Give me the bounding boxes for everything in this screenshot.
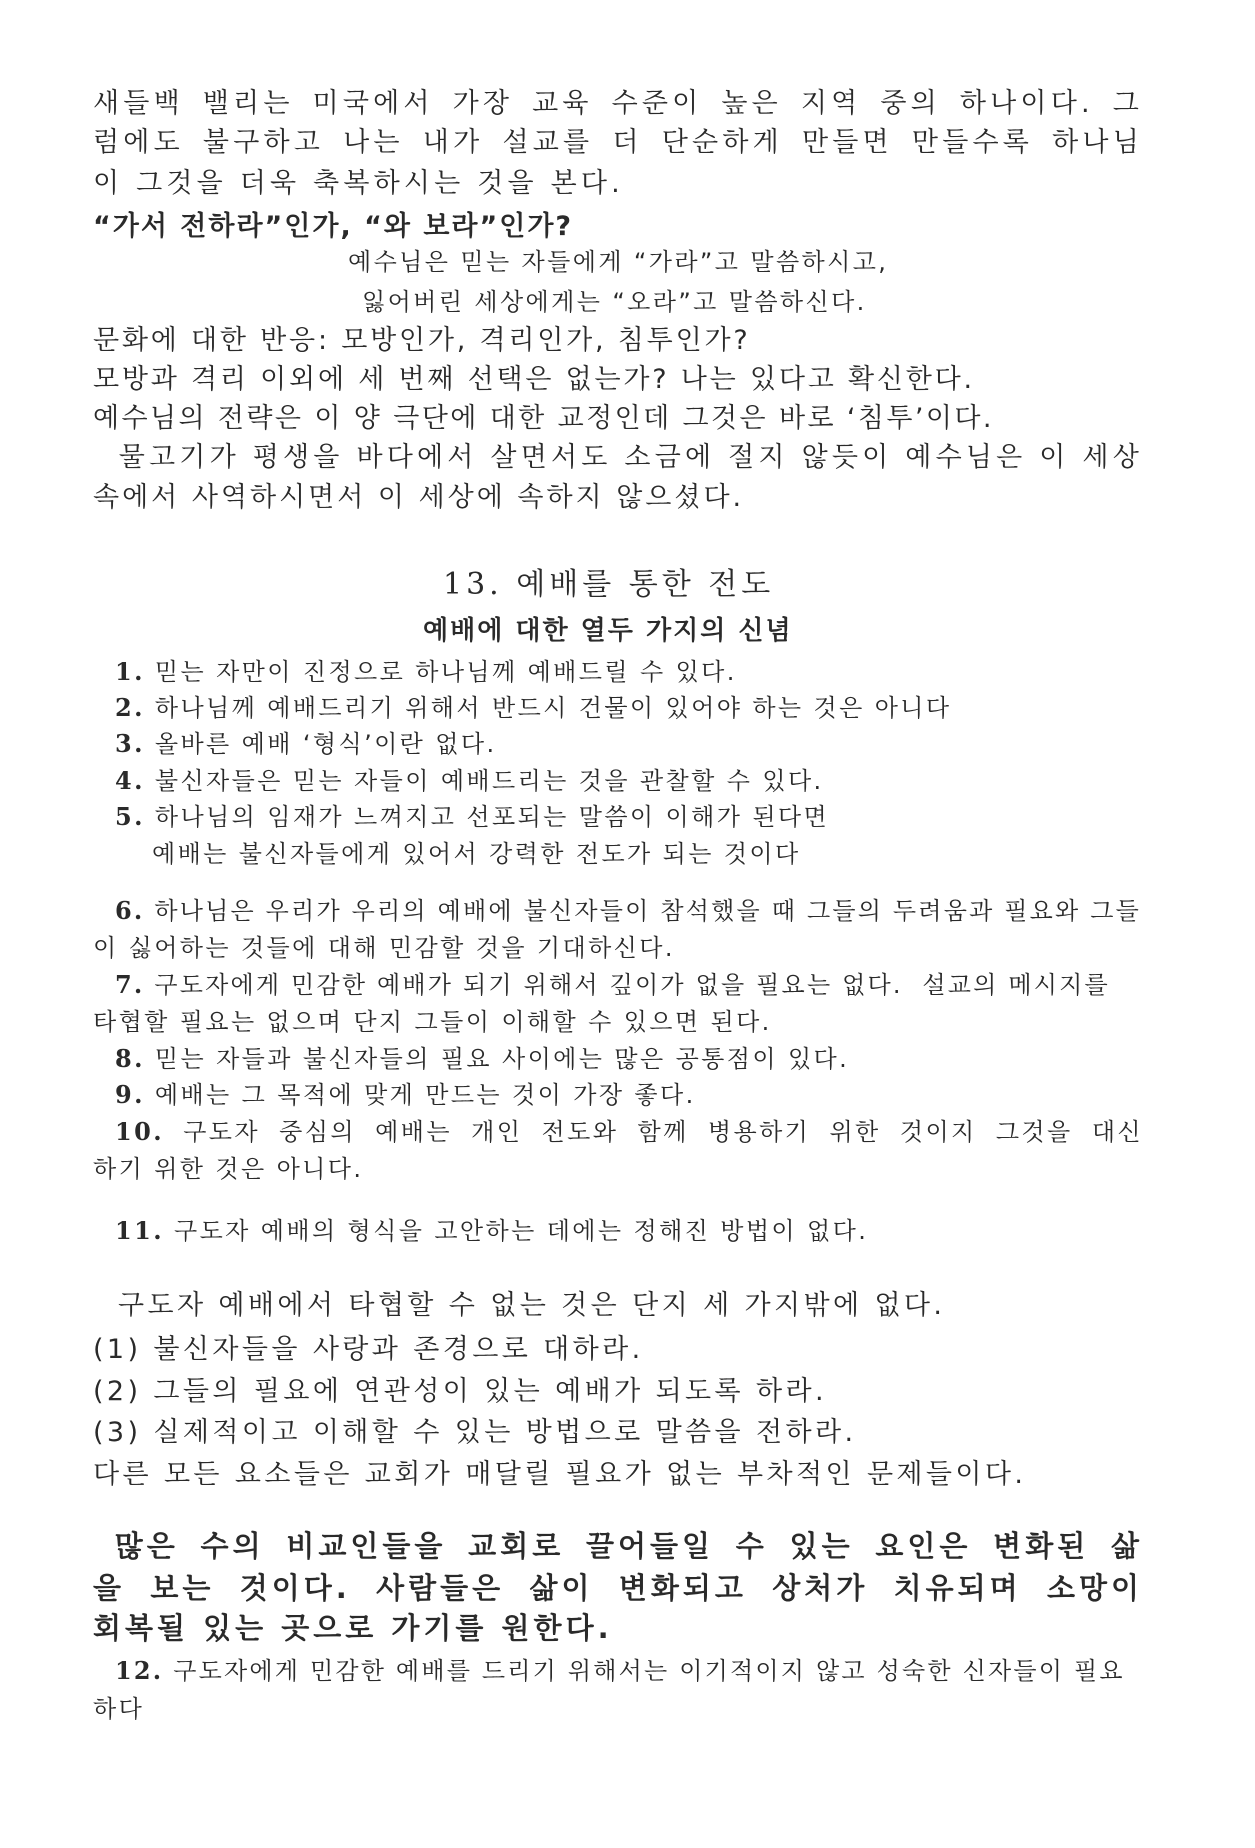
item-text: 믿는 자만이 진정으로 하나님께 예배드릴 수 있다. <box>154 658 737 686</box>
section-question: “가서 전하라”인가, “와 보라”인가? <box>93 211 574 242</box>
list-item-continuation: 하기 위한 것은 아니다. <box>93 1155 364 1183</box>
text-line: 물고기가 평생을 바다에서 살면서도 소금에 절지 않듯이 예수님은 이 세상 <box>93 442 1143 473</box>
item-text: 하나님께 예배드리기 위해서 반드시 건물이 있어야 하는 것은 아니다 <box>154 694 952 722</box>
item-number: 5. <box>115 802 145 831</box>
quote-line: 예수님은 믿는 자들에게 “가라”고 말씀하시고, <box>348 248 889 276</box>
item-text: 구도자에게 민감한 예배를 드리기 위해서는 이기적이지 않고 성숙한 신자들이 필요 <box>173 1657 1125 1685</box>
item-text: 불신자들은 믿는 자들이 예배드리는 것을 관찰할 수 있다. <box>154 767 824 795</box>
item-number: 10. <box>115 1117 164 1146</box>
item-text: 올바른 예배 ‘형식’이란 없다. <box>154 730 497 758</box>
quote-line: 잃어버린 세상에게는 “오라”고 말씀하신다. <box>362 288 867 316</box>
item-number: 8. <box>115 1044 145 1073</box>
item-text: 구도자 중심의 예배는 개인 전도와 함께 병용하기 위한 것이지 그것을 대신 <box>183 1118 1143 1146</box>
list-item <box>115 1656 1125 1685</box>
item-number: 2. <box>115 693 145 722</box>
item-number: 7. <box>115 970 145 999</box>
item-number: 6. <box>115 896 145 925</box>
item-number: 3. <box>115 729 145 758</box>
section-title: 13. 예배를 통한 전도 <box>443 567 775 602</box>
item-number: 4. <box>115 766 145 795</box>
item-number: 11. <box>115 1216 164 1245</box>
list-item: (1) 불신자들을 사랑과 존경으로 대하라. <box>93 1334 644 1365</box>
item-text: 하나님의 임재가 느껴지고 선포되는 말씀이 이해가 된다면 <box>154 803 830 831</box>
item-number: 12. <box>115 1656 164 1685</box>
section-subtitle: 예배에 대한 열두 가지의 신념 <box>423 616 793 646</box>
list-item-continuation: 하다 <box>93 1695 145 1723</box>
list-item <box>115 1216 869 1245</box>
item-number: 1. <box>115 657 145 686</box>
list-item-continuation: 타협할 필요는 없으며 단지 그들이 이해할 수 있으면 된다. <box>93 1008 772 1036</box>
item-text: 구도자에게 민감한 예배가 되기 위해서 깊이가 없을 필요는 없다. 설교의 메시지를 <box>154 971 1110 999</box>
list-item <box>115 970 1110 999</box>
list-item <box>115 1044 850 1073</box>
item-number: 9. <box>115 1080 145 1109</box>
list-item <box>115 729 497 758</box>
item-text: 하나님은 우리가 우리의 예배에 불신자들이 참석했을 때 그들의 두려움과 필요와 그들 <box>154 897 1142 925</box>
list-item <box>115 1080 696 1109</box>
text-line: 많은 수의 비교인들을 교회로 끌어들일 수 있는 요인은 변화된 삶 <box>93 1529 1143 1563</box>
text-line: 문화에 대한 반응: 모방인가, 격리인가, 침투인가? <box>93 325 751 356</box>
list-item <box>115 1117 1143 1146</box>
list-item <box>115 802 830 831</box>
item-text: 믿는 자들과 불신자들의 필요 사이에는 많은 공통점이 있다. <box>154 1045 850 1073</box>
text-line: 구도자 예배에서 타협할 수 없는 것은 단지 세 가지밖에 없다. <box>118 1290 946 1321</box>
text-line: 모방과 격리 이외에 세 번째 선택은 없는가? 나는 있다고 확신한다. <box>93 364 975 395</box>
text-line: 럼에도 불구하고 나는 내가 설교를 더 단순하게 만들면 만들수록 하나님 <box>93 127 1143 158</box>
list-item-continuation: 이 싫어하는 것들에 대해 민감할 것을 기대하신다. <box>93 934 675 962</box>
text-line: 회복될 있는 곳으로 가기를 원한다. <box>93 1611 613 1645</box>
text-line: 을 보는 것이다. 사람들은 삶이 변화되고 상처가 치유되며 소망이 <box>93 1571 1143 1605</box>
text-line: 이 그것을 더욱 축복하시는 것을 본다. <box>93 168 624 199</box>
list-item: (3) 실제적이고 이해할 수 있는 방법으로 말씀을 전하라. <box>93 1417 857 1448</box>
list-item <box>115 766 824 795</box>
text-line: 예수님의 전략은 이 양 극단에 대한 교정인데 그것은 바로 ‘침투’이다. <box>93 403 994 434</box>
list-item <box>115 657 737 686</box>
text-line: 속에서 사역하시면서 이 세상에 속하지 않으셨다. <box>93 482 745 513</box>
text-line: 다른 모든 요소들은 교회가 매달릴 필요가 없는 부차적인 문제들이다. <box>93 1459 1027 1490</box>
text-line: 새들백 밸리는 미국에서 가장 교육 수준이 높은 지역 중의 하나이다. 그 <box>93 88 1143 119</box>
list-item: (2) 그들의 필요에 연관성이 있는 예배가 되도록 하라. <box>93 1376 827 1407</box>
item-text: 구도자 예배의 형식을 고안하는 데에는 정해진 방법이 없다. <box>174 1217 869 1245</box>
list-item <box>115 693 952 722</box>
item-text: 예배는 그 목적에 맞게 만드는 것이 가장 좋다. <box>154 1081 696 1109</box>
list-item <box>115 896 1142 925</box>
list-item-continuation: 예배는 불신자들에게 있어서 강력한 전도가 되는 것이다 <box>152 840 801 868</box>
